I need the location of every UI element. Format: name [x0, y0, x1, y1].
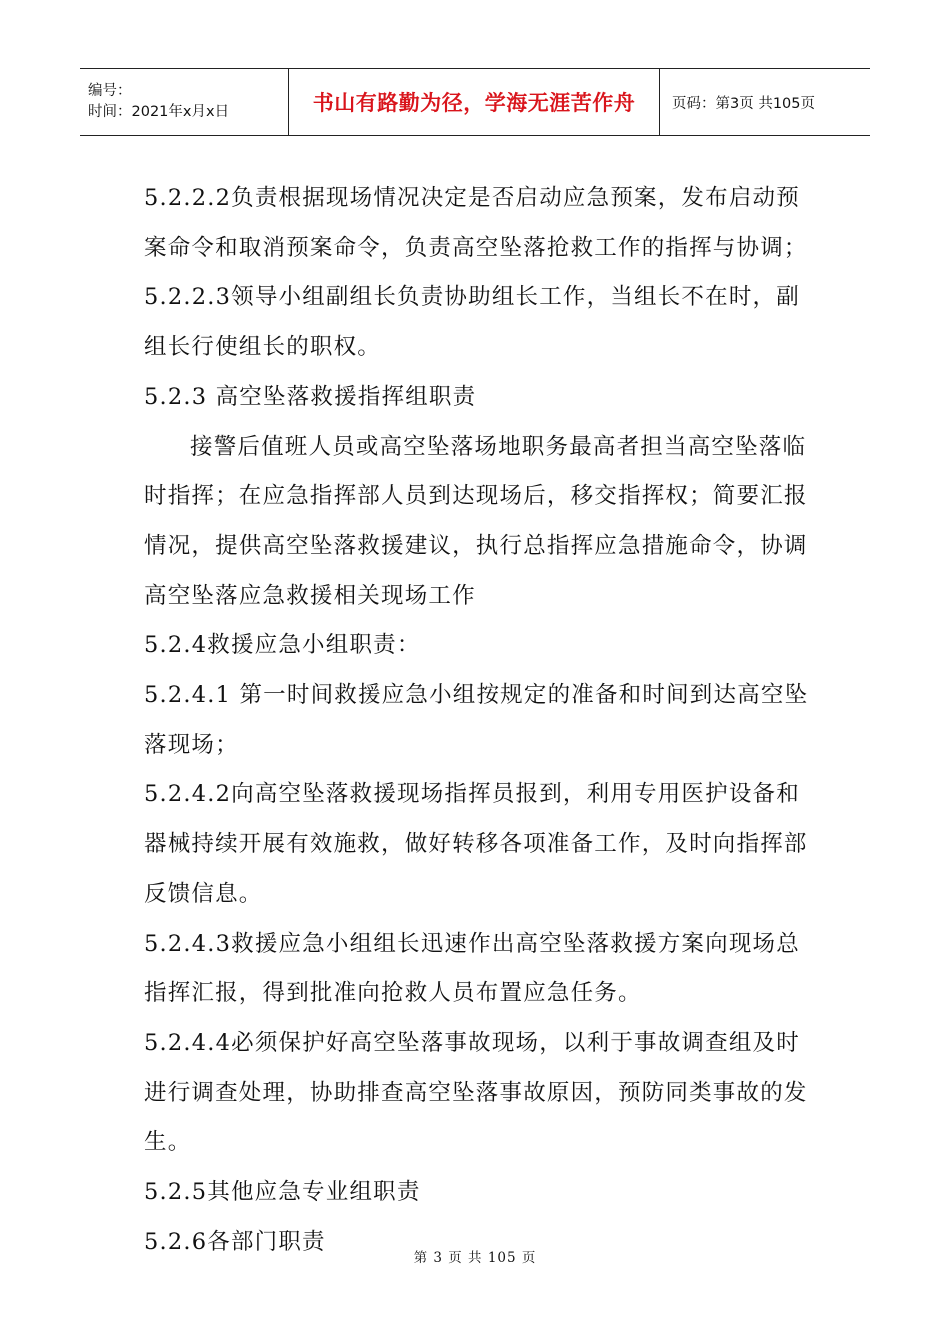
page-header	[80, 68, 870, 136]
heading-5-2-4: 5.2.4救援应急小组职责：	[144, 632, 421, 659]
header-meta	[80, 69, 289, 136]
document-body	[144, 174, 814, 1267]
document-number-label: 编号：	[88, 83, 132, 99]
header-page-info: 页码：第3页 共105页	[672, 95, 816, 112]
document-date: 时间：2021年x月x日	[88, 104, 230, 120]
heading-5-2-3: 5.2.3 高空坠落救援指挥组职责	[144, 383, 477, 410]
paragraph-5-2-4-4: 5.2.4.4必须保护好高空坠落事故现场，以利于事故调查组及时进行调查处理，协助排查高空坠落事故原因，预防同类事故的发生。	[144, 1029, 808, 1156]
heading-5-2-5: 5.2.5其他应急专业组职责	[144, 1179, 421, 1206]
paragraph-5-2-2-2: 5.2.2.2负责根据现场情况决定是否启动应急预案，发布启动预案命令和取消预案命令，负责高空坠落抢救工作的指挥与协调；	[144, 185, 808, 261]
paragraph-5-2-4-3: 5.2.4.3救援应急小组组长迅速作出高空坠落救援方案向现场总指挥汇报，得到批准向抢救人员布置应急任务。	[144, 930, 800, 1007]
header-motto: 书山有路勤为径，学海无涯苦作舟	[289, 69, 660, 136]
paragraph-5-2-2-3: 5.2.2.3领导小组副组长负责协助组长工作，当组长不在时，副组长行使组长的职权。	[144, 284, 800, 361]
paragraph-5-2-3-body: 接警后值班人员或高空坠落场地职务最高者担当高空坠落临时指挥；在应急指挥部人员到达现场后，移交指挥权；简要汇报情况，提供高空坠落救援建议，执行总指挥应急措施命令，协调高空坠落应急救援相关现场工作	[144, 433, 808, 609]
heading-5-2-6: 5.2.6各部门职责	[144, 1228, 326, 1255]
paragraph-5-2-4-1: 5.2.4.1 第一时间救援应急小组按规定的准备和时间到达高空坠落现场；	[144, 682, 809, 758]
page-footer: 第 3 页 共 105 页	[413, 1250, 537, 1266]
paragraph-5-2-4-2: 5.2.4.2向高空坠落救援现场指挥员报到，利用专用医护设备和器械持续开展有效施救，做好转移各项准备工作，及时向指挥部反馈信息。	[144, 781, 808, 907]
